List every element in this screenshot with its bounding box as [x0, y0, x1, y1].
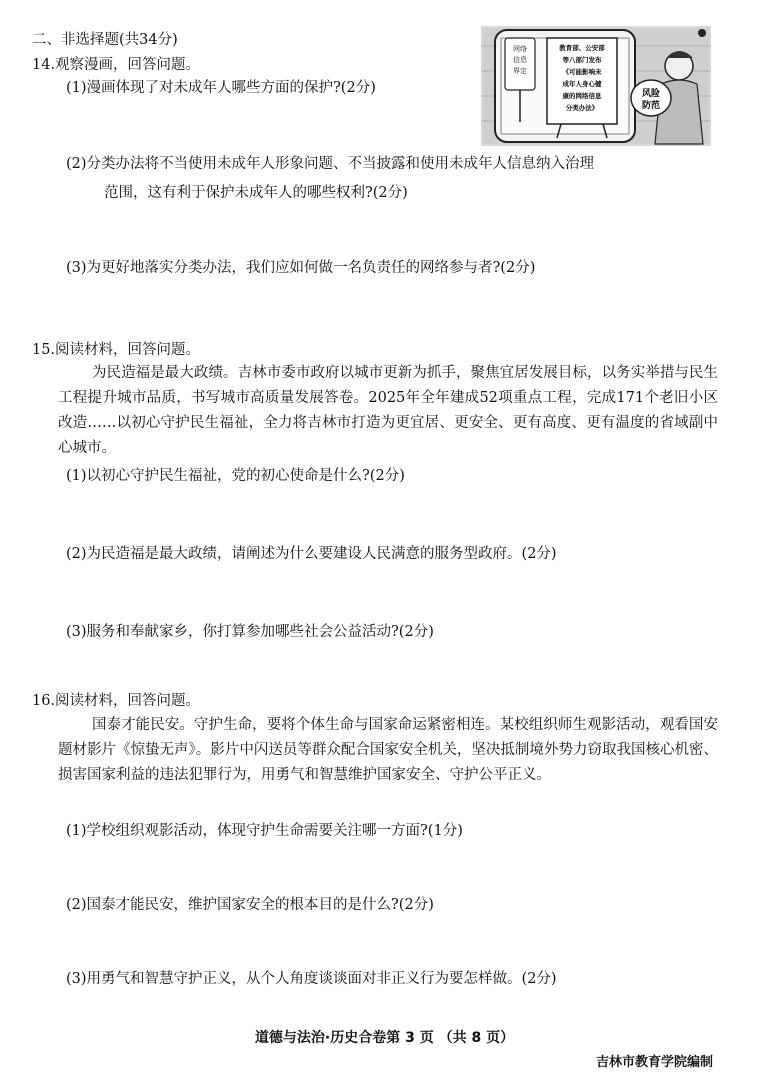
risk-text-2: 防范	[641, 101, 661, 111]
board-line-5: 康的网络信息	[562, 92, 602, 100]
q15-sub3: (3)服务和奉献家乡，你打算参加哪些社会公益活动?(2分)	[66, 624, 434, 640]
sign-text-3: 界定	[513, 67, 527, 75]
sign-text-2: 信息	[513, 56, 527, 64]
q14-stem: 14.观察漫画，回答问题。	[32, 57, 201, 73]
section-title: 二、非选择题(共34分)	[32, 32, 178, 48]
sign-text-1: 网络	[513, 45, 527, 53]
q14-sub2-line2: 范围，这有利于保护未成年人的哪些权利?(2分)	[104, 185, 408, 201]
board-line-1: 教育部、公安部	[559, 44, 605, 52]
q14-sub2-line1: (2)分类办法将不当使用未成年人形象问题、不当披露和使用未成年人信息纳入治理	[66, 156, 595, 172]
board-line-4: 成年人身心健	[562, 80, 602, 88]
q15-sub2: (2)为民造福是最大政绩，请阐述为什么要建设人民满意的服务型政府。(2分)	[66, 546, 557, 562]
cartoon-illustration	[481, 26, 711, 146]
q14-sub3: (3)为更好地落实分类办法，我们应如何做一名负责任的网络参与者?(2分)	[66, 260, 536, 276]
q16-sub3: (3)用勇气和智慧守护正义，从个人角度谈谈面对非正义行为要怎样做。(2分)	[66, 971, 557, 987]
publisher-credit: 吉林市教育学院编制	[595, 1055, 713, 1070]
q15-stem: 15.阅读材料，回答问题。	[32, 342, 201, 358]
q15-material: 为民造福是最大政绩。吉林市委市政府以城市更新为抓手，聚焦宜居发展目标，以务实举措与民生工程提升城市品质，书写城市高质量发展答卷。2025年全年建成52项重点工程，完成171个老旧小区改造……以初心守护民生福祉，全力将吉林市打造为更宜居、更安全、更有高度、更有温度的省域副中心城市。	[58, 365, 718, 456]
risk-text-1: 风险	[641, 89, 661, 99]
q14-sub1: (1)漫画体现了对未成年人哪些方面的保护?(2分)	[66, 80, 376, 96]
q16-sub1: (1)学校组织观影活动，体现守护生命需要关注哪一方面?(1分)	[66, 823, 463, 839]
board-line-6: 分类办法》	[565, 104, 599, 112]
q16-stem: 16.阅读材料，回答问题。	[32, 693, 201, 709]
board-line-3: 《可能影响未	[562, 68, 602, 76]
q15-sub1: (1)以初心守护民生福祉，党的初心使命是什么?(2分)	[66, 468, 405, 484]
q16-sub2: (2)国泰才能民安，维护国家安全的根本目的是什么?(2分)	[66, 897, 434, 913]
board-line-2: 等八部门发布	[562, 56, 602, 64]
page-footer: 道德与法治·历史合卷第 3 页 （共 8 页）	[254, 1030, 515, 1046]
q16-material: 国泰才能民安。守护生命，要将个体生命与国家命运紧密相连。某校组织师生观影活动，观看国安题材影片《惊蛰无声》。影片中闪送员等群众配合国家安全机关，坚决抵制境外势力窃取我国核心机密、损害国家利益的违法犯罪行为，用勇气和智慧维护国家安全、守护公平正义。	[58, 717, 718, 783]
